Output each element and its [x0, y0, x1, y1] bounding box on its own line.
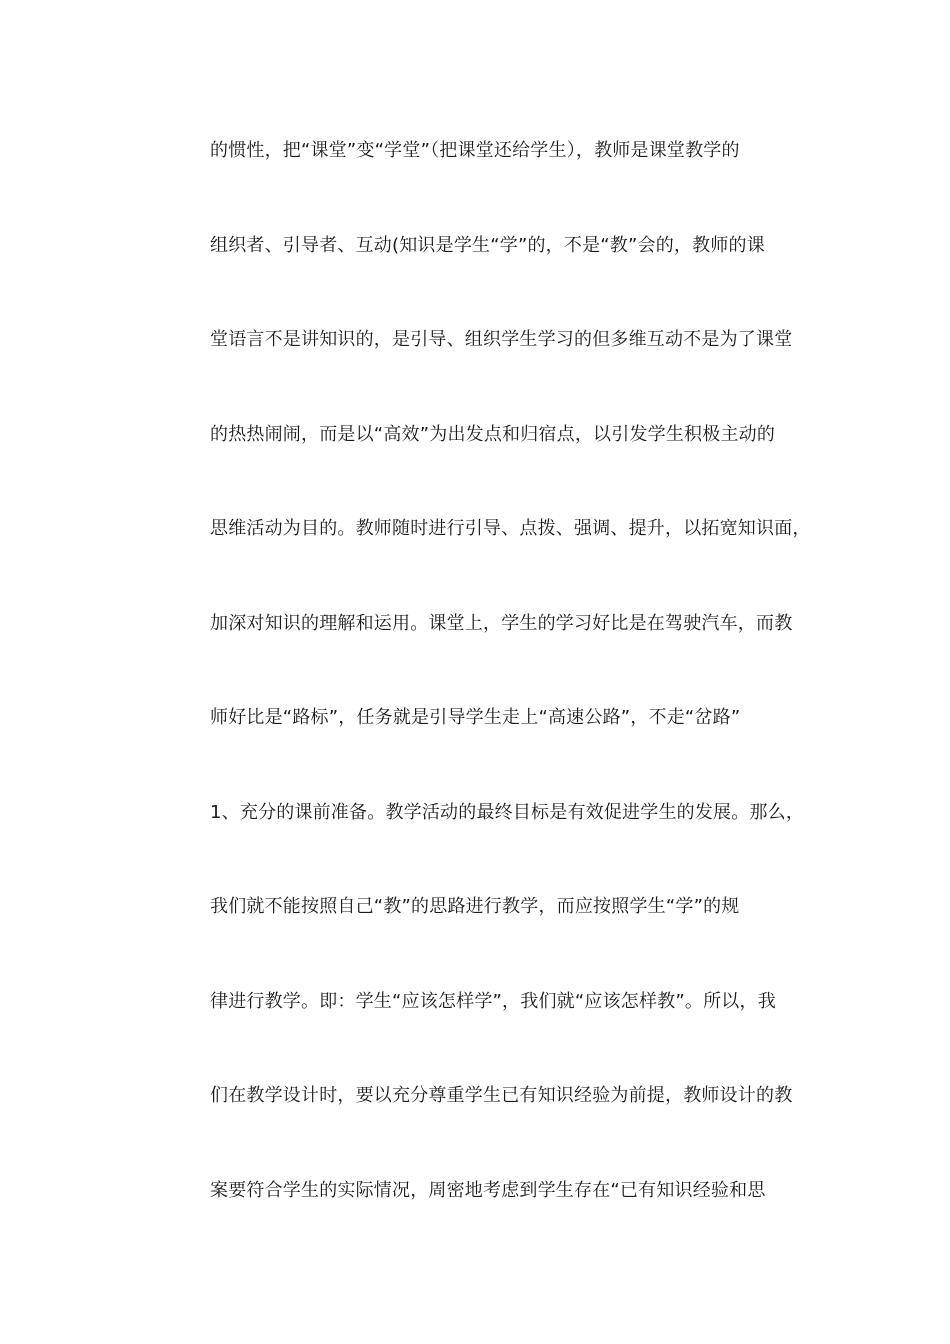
text-line: 我们就不能按照自己“教”的思路进行教学，而应按照学生“学”的规	[210, 896, 740, 917]
text-line: 的热热闹闹，而是以“高效”为出发点和归宿点，以引发学生积极主动的	[210, 423, 776, 445]
text-line: 1、充分的课前准备。教学活动的最终目标是有效促进学生的发展。那么，	[210, 801, 805, 823]
text-line: 律进行教学。即：学生“应该怎样学”，我们就“应该怎样教”。所以，我	[210, 990, 776, 1012]
text-line: 加深对知识的理解和运用。课堂上，学生的学习好比是在驾驶汽车，而教	[210, 612, 793, 634]
text-line: 师好比是“路标”，任务就是引导学生走上“高速公路”，不走“岔路”	[210, 707, 741, 728]
text-line: 组织者、引导者、互动(知识是学生“学”的，不是“教”会的，教师的课	[210, 234, 765, 256]
body-text	[210, 132, 810, 1266]
text-line: 堂语言不是讲知识的，是引导、组织学生学习的但多维互动不是为了课堂	[210, 329, 793, 350]
text-line: 们在教学设计时，要以充分尊重学生已有知识经验为前提，教师设计的教	[210, 1085, 793, 1106]
text-line: 思维活动为目的。教师随时进行引导、点拨、强调、提升，以拓宽知识面，	[210, 518, 811, 539]
text-line: 案要符合学生的实际情况，周密地考虑到学生存在“已有知识经验和思	[210, 1179, 766, 1201]
text-line: 的惯性，把“课堂”变“学堂”（把课堂还给学生），教师是课堂教学的	[210, 140, 740, 161]
